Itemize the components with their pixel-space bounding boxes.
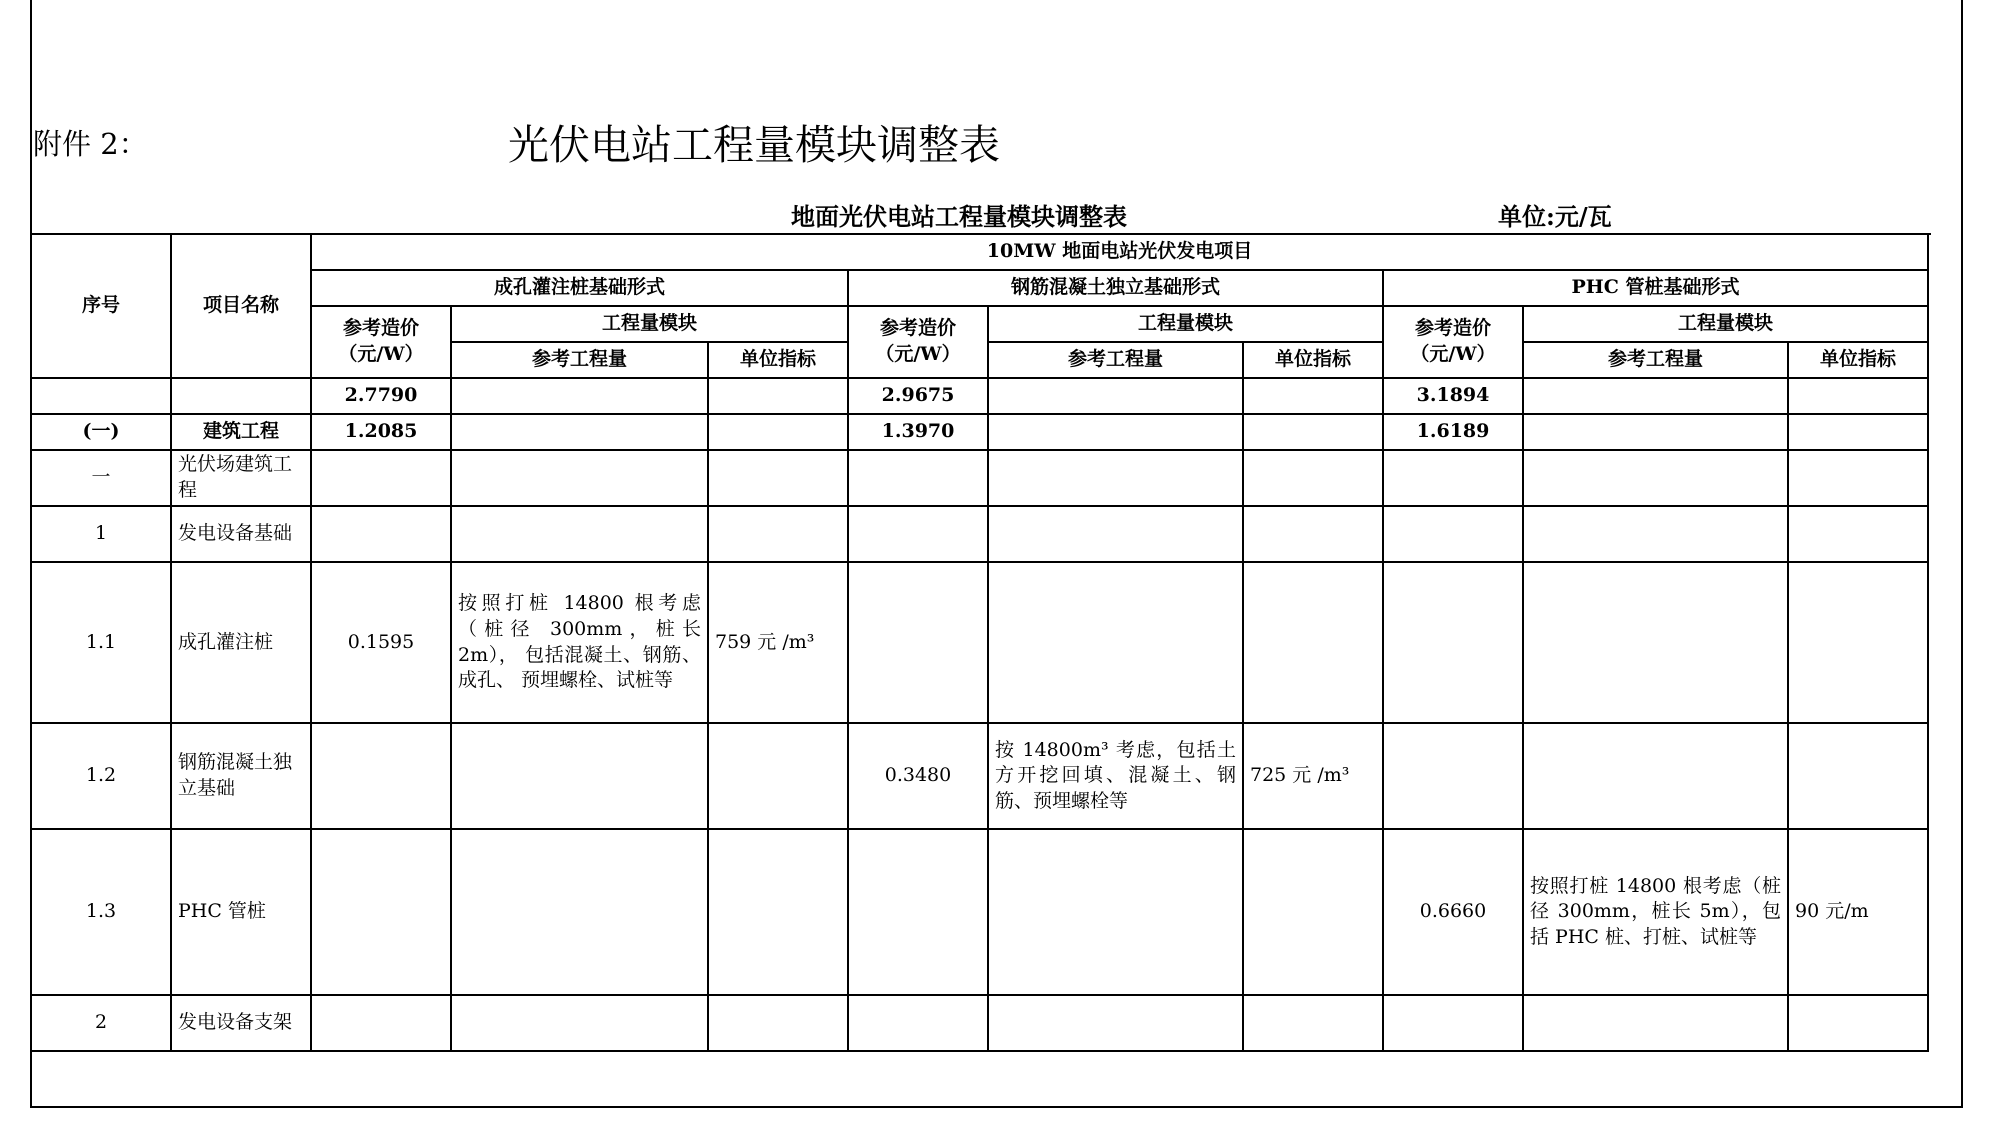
cell-name: 成孔灌注桩 <box>171 562 311 723</box>
header-group-3: PHC 管桩基础形式 <box>1383 270 1928 306</box>
attachment-label: 附件 2： <box>33 127 148 161</box>
cell-price-3: 3.1894 <box>1383 378 1523 414</box>
header-ref-qty-1: 参考工程量 <box>451 342 708 378</box>
cell-name: 钢筋混凝土独立基础 <box>171 723 311 829</box>
cell-name: 发电设备基础 <box>171 506 311 562</box>
page-title: 光伏电站工程量模块调整表 <box>508 121 1000 169</box>
header-module-1: 工程量模块 <box>451 306 848 342</box>
header-module-2: 工程量模块 <box>988 306 1383 342</box>
table-row <box>31 506 1928 562</box>
header-unit-index-1: 单位指标 <box>708 342 848 378</box>
cell-unit-1: 759 元 /m³ <box>708 562 848 723</box>
header-unit-index-2: 单位指标 <box>1243 342 1383 378</box>
cell-price-3: 1.6189 <box>1383 414 1523 450</box>
cell-seq: 1.3 <box>31 829 171 995</box>
cell-price-1: 1.2085 <box>311 414 451 450</box>
cell-name: 建筑工程 <box>171 414 311 450</box>
header-unit-index-3: 单位指标 <box>1788 342 1928 378</box>
header-ref-qty-3: 参考工程量 <box>1523 342 1788 378</box>
table-row <box>31 378 1928 414</box>
header-name: 项目名称 <box>171 234 311 378</box>
cell-price-2: 2.9675 <box>848 378 988 414</box>
quantity-table <box>30 233 1929 1052</box>
table-row <box>31 995 1928 1051</box>
table-row <box>31 562 1928 723</box>
table-subtitle: 地面光伏电站工程量模块调整表 <box>791 202 1127 231</box>
cell-seq: (一) <box>31 414 171 450</box>
header-ref-price-3: 参考造价（元/W） <box>1383 306 1523 378</box>
cell-seq <box>31 378 171 414</box>
cell-name: 光伏场建筑工程 <box>171 450 311 506</box>
cell-name: PHC 管桩 <box>171 829 311 995</box>
header-group-1: 成孔灌注桩基础形式 <box>311 270 848 306</box>
cell-seq: 2 <box>31 995 171 1051</box>
cell-seq: 1.1 <box>31 562 171 723</box>
table-row <box>31 829 1928 995</box>
cell-price-3: 0.6660 <box>1383 829 1523 995</box>
cell-seq: 一 <box>31 450 171 506</box>
cell-unit-2: 725 元 /m³ <box>1243 723 1383 829</box>
cell-unit-3: 90 元/m <box>1788 829 1928 995</box>
cell-price-2: 0.3480 <box>848 723 988 829</box>
cell-qty-1: 按照打桩 14800 根考虑（桩径 300mm，桩长 2m）， 包括混凝土、钢筋、成孔、 预埋螺栓、试桩等 <box>451 562 708 723</box>
cell-price-2: 1.3970 <box>848 414 988 450</box>
header-group-2: 钢筋混凝土独立基础形式 <box>848 270 1383 306</box>
header-ref-qty-2: 参考工程量 <box>988 342 1243 378</box>
header-seq: 序号 <box>31 234 171 378</box>
header-module-3: 工程量模块 <box>1523 306 1928 342</box>
cell-price-1: 2.7790 <box>311 378 451 414</box>
cell-qty-3: 按照打桩 14800 根考虑（桩 径 300mm，桩长 5m），包 括 PHC 桩、打桩、试桩等 <box>1523 829 1788 995</box>
cell-name <box>171 378 311 414</box>
unit-label: 单位:元/瓦 <box>1498 202 1612 231</box>
cell-seq: 1 <box>31 506 171 562</box>
header-ref-price-2: 参考造价（元/W） <box>848 306 988 378</box>
header-project: 10MW 地面电站光伏发电项目 <box>311 234 1928 270</box>
cell-qty-2: 按 14800m³ 考虑，包括土 方开挖回填、混凝土、钢 筋、预埋螺栓等 <box>988 723 1243 829</box>
cell-price-1: 0.1595 <box>311 562 451 723</box>
cell-name: 发电设备支架 <box>171 995 311 1051</box>
table-row <box>31 414 1928 450</box>
table-row <box>31 450 1928 506</box>
header-ref-price-1: 参考造价（元/W） <box>311 306 451 378</box>
cell-seq: 1.2 <box>31 723 171 829</box>
table-row <box>31 723 1928 829</box>
